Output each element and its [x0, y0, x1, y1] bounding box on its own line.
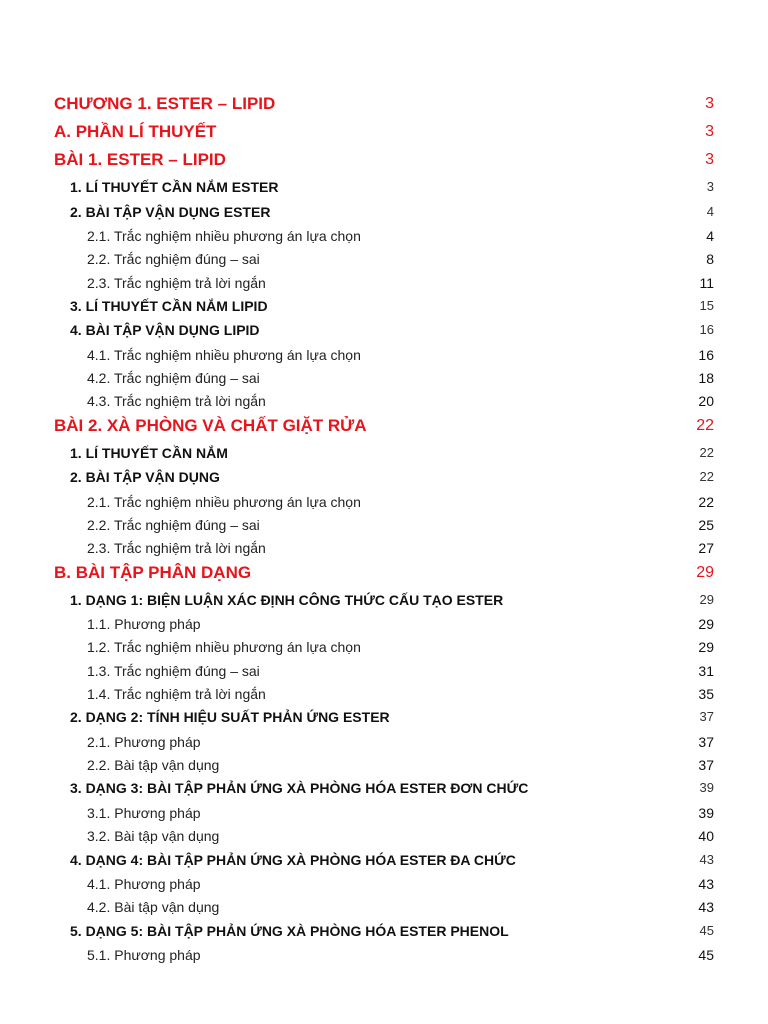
- toc-entry[interactable]: [0, 319, 768, 344]
- toc-entry-title: 2.3. Trắc nghiệm trả lời ngắn: [87, 274, 266, 291]
- toc-entry-title: 2.3. Trắc nghiệm trả lời ngắn: [87, 540, 266, 557]
- toc-entry[interactable]: [0, 777, 768, 802]
- toc-entry-page-number: 37: [698, 733, 714, 750]
- toc-entry-page-number: 16: [699, 322, 714, 338]
- toc-entry-title: 1.3. Trắc nghiệm đúng – sai: [87, 662, 260, 679]
- toc-entry[interactable]: [0, 849, 768, 874]
- toc-entry-page-number: 37: [698, 757, 714, 774]
- toc-entry-title: 3. DẠNG 3: BÀI TẬP PHẢN ỨNG XÀ PHÒNG HÓA ESTER ĐƠN CHỨC: [70, 780, 529, 797]
- toc-entry-page-number: 18: [698, 370, 714, 387]
- toc-entry[interactable]: [0, 561, 768, 589]
- toc-entry-page-number: 3: [706, 179, 714, 194]
- toc-entry-title: 3.2. Bài tập vận dụng: [87, 828, 220, 845]
- toc-entry-title: 5. DẠNG 5: BÀI TẬP PHẢN ỨNG XÀ PHÒNG HÓA ESTER PHENOL: [70, 922, 509, 939]
- toc-entry-title: 4.1. Trắc nghiệm nhiều phương án lựa chọn: [87, 346, 361, 363]
- toc-entry-title: 2.2. Trắc nghiệm đúng – sai: [87, 251, 260, 268]
- toc-entry[interactable]: [0, 414, 768, 442]
- toc-entry[interactable]: [0, 589, 768, 614]
- toc-entry-title: 4.2. Trắc nghiệm đúng – sai: [87, 370, 260, 387]
- toc-entry-title: BÀI 1. ESTER – LIPID: [54, 150, 226, 169]
- toc-entry[interactable]: [0, 706, 768, 731]
- toc-entry[interactable]: [0, 683, 768, 706]
- toc-entry-page-number: 45: [698, 947, 714, 964]
- toc-entry[interactable]: [0, 367, 768, 390]
- toc-entry[interactable]: [0, 537, 768, 560]
- toc-entry[interactable]: [0, 148, 768, 176]
- toc-entry[interactable]: [0, 802, 768, 825]
- toc-entry-page-number: 29: [698, 639, 714, 656]
- toc-entry-title: 1. DẠNG 1: BIỆN LUẬN XÁC ĐỊNH CÔNG THỨC CẤU TẠO ESTER: [70, 591, 504, 608]
- toc-entry[interactable]: [0, 754, 768, 777]
- toc-entry-page-number: 4: [706, 228, 714, 244]
- toc-entry[interactable]: [0, 201, 768, 226]
- toc-entry-page-number: 29: [699, 591, 714, 607]
- toc-entry-title: 4.1. Phương pháp: [87, 876, 201, 893]
- toc-entry[interactable]: [0, 92, 768, 120]
- toc-entry-page-number: 22: [696, 416, 714, 434]
- toc-entry-page-number: 37: [699, 709, 714, 725]
- toc-entry[interactable]: [0, 120, 768, 148]
- toc-entry[interactable]: [0, 442, 768, 467]
- toc-entry-title: A. PHẦN LÍ THUYẾT: [54, 122, 217, 141]
- toc-entry-page-number: 35: [698, 686, 714, 703]
- toc-entry-page-number: 39: [699, 780, 714, 796]
- toc-entry-page-number: 3: [705, 95, 714, 112]
- toc-entry-page-number: 25: [698, 517, 714, 534]
- toc-entry[interactable]: [0, 613, 768, 636]
- toc-entry[interactable]: [0, 636, 768, 659]
- toc-entry-title: 4. DẠNG 4: BÀI TẬP PHẢN ỨNG XÀ PHÒNG HÓA ESTER ĐA CHỨC: [70, 851, 516, 868]
- toc-entry-title: 2.1. Trắc nghiệm nhiều phương án lựa chọn: [87, 228, 361, 244]
- toc-entry-page-number: 39: [698, 804, 714, 821]
- toc-entry-title: 4.3. Trắc nghiệm trả lời ngắn: [87, 393, 266, 410]
- toc-entry-page-number: 31: [698, 662, 714, 679]
- toc-entry-title: CHƯƠNG 1. ESTER – LIPID: [54, 94, 276, 113]
- toc-entry-page-number: 8: [706, 251, 714, 268]
- toc-entry[interactable]: [0, 248, 768, 271]
- toc-entry-page-number: 43: [698, 899, 714, 916]
- toc-entry-page-number: 22: [699, 444, 714, 460]
- toc-entry[interactable]: [0, 491, 768, 514]
- toc-entry-title: 2.2. Bài tập vận dụng: [87, 757, 220, 774]
- toc-entry-title: BÀI 2. XÀ PHÒNG VÀ CHẤT GIẶT RỬA: [54, 415, 367, 435]
- toc-entry-page-number: 45: [699, 922, 714, 938]
- toc-entry-page-number: 22: [698, 493, 714, 510]
- toc-entry-title: 5.1. Phương pháp: [87, 947, 201, 964]
- toc-entry[interactable]: [0, 344, 768, 367]
- toc-entry[interactable]: [0, 176, 768, 201]
- toc-entry[interactable]: [0, 944, 768, 967]
- toc-entry[interactable]: [0, 731, 768, 754]
- table-of-contents: [0, 92, 768, 967]
- toc-entry-title: 3.1. Phương pháp: [87, 804, 201, 821]
- toc-entry-page-number: 40: [698, 828, 714, 845]
- toc-entry-title: 2. BÀI TẬP VẬN DỤNG ESTER: [70, 203, 271, 220]
- toc-entry-title: 1. LÍ THUYẾT CẦN NẮM: [70, 444, 228, 461]
- toc-entry-page-number: 20: [698, 393, 714, 410]
- toc-entry[interactable]: [0, 660, 768, 683]
- toc-entry-title: 4.2. Bài tập vận dụng: [87, 899, 220, 916]
- toc-entry-page-number: 16: [698, 346, 714, 363]
- toc-entry-title: B. BÀI TẬP PHÂN DẠNG: [54, 562, 252, 582]
- toc-entry[interactable]: [0, 873, 768, 896]
- toc-entry-page-number: 15: [699, 297, 714, 313]
- toc-entry-page-number: 43: [698, 876, 714, 893]
- toc-entry-title: 1.2. Trắc nghiệm nhiều phương án lựa chọn: [87, 639, 361, 656]
- toc-entry[interactable]: [0, 825, 768, 848]
- toc-entry-page-number: 3: [705, 151, 714, 168]
- toc-entry-title: 1.4. Trắc nghiệm trả lời ngắn: [87, 686, 266, 703]
- toc-entry-title: 2. BÀI TẬP VẬN DỤNG: [70, 469, 220, 486]
- toc-entry-title: 2. DẠNG 2: TÍNH HIỆU SUẤT PHẢN ỨNG ESTER: [70, 709, 390, 726]
- toc-entry[interactable]: [0, 896, 768, 919]
- toc-entry[interactable]: [0, 295, 768, 320]
- toc-entry-page-number: 4: [706, 203, 714, 219]
- toc-entry-page-number: 29: [696, 563, 714, 581]
- toc-entry-page-number: 11: [699, 274, 714, 291]
- toc-entry-page-number: 22: [699, 469, 714, 485]
- toc-entry[interactable]: [0, 466, 768, 491]
- toc-entry[interactable]: [0, 390, 768, 413]
- toc-entry[interactable]: [0, 225, 768, 248]
- toc-entry[interactable]: [0, 272, 768, 295]
- toc-entry-title: 4. BÀI TẬP VẬN DỤNG LIPID: [70, 322, 260, 339]
- toc-entry-title: 2.1. Trắc nghiệm nhiều phương án lựa chọn: [87, 493, 361, 510]
- toc-entry-page-number: 27: [698, 540, 714, 557]
- toc-entry-title: 1.1. Phương pháp: [87, 616, 201, 633]
- toc-entry[interactable]: [0, 920, 768, 945]
- toc-entry[interactable]: [0, 514, 768, 537]
- toc-entry-title: 2.2. Trắc nghiệm đúng – sai: [87, 517, 260, 534]
- toc-entry-title: 1. LÍ THUYẾT CẦN NẮM ESTER: [70, 179, 279, 195]
- toc-entry-title: 3. LÍ THUYẾT CẦN NẮM LIPID: [70, 297, 268, 314]
- toc-entry-page-number: 3: [705, 123, 714, 140]
- toc-entry-page-number: 29: [698, 616, 714, 633]
- toc-entry-title: 2.1. Phương pháp: [87, 733, 201, 750]
- toc-entry-page-number: 43: [699, 851, 714, 867]
